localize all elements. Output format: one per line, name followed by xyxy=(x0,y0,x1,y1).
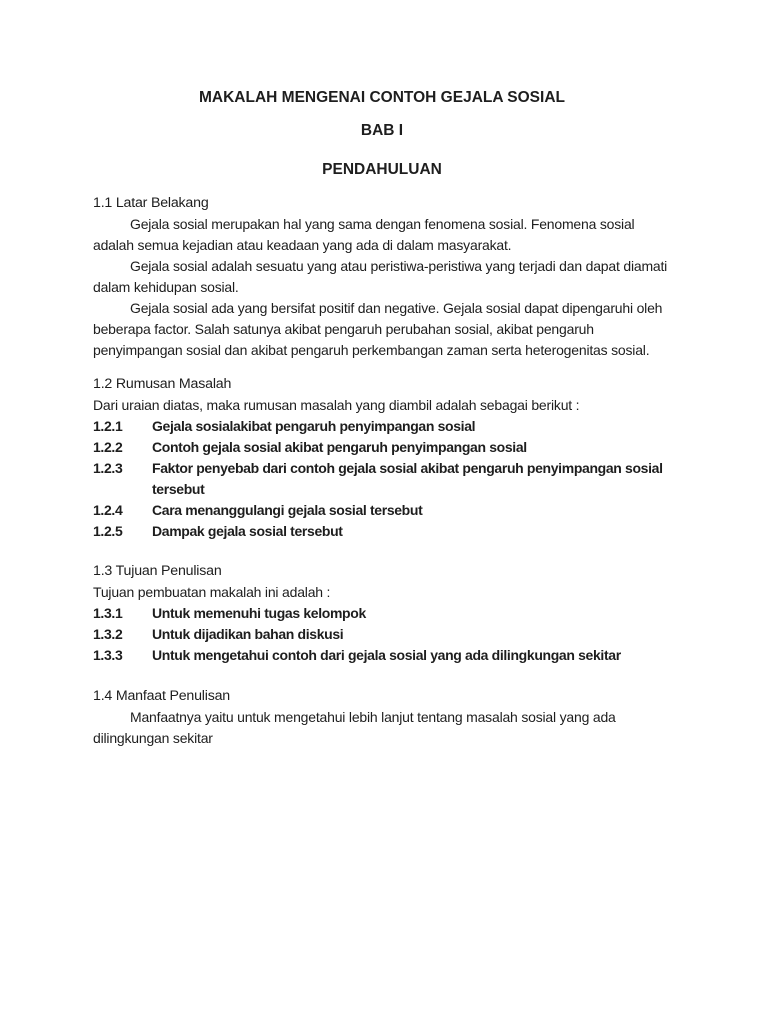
list-item xyxy=(93,521,671,542)
list-item xyxy=(93,645,671,666)
document-title: MAKALAH MENGENAI CONTOH GEJALA SOSIAL xyxy=(199,89,565,106)
chapter-subtitle: PENDAHULUAN xyxy=(322,161,442,178)
paragraph-latar-belakang-2: Gejala sosial adalah sesuatu yang atau peristiwa-peristiwa yang terjadi dan dapat diamati dalam kehidupan sosial. xyxy=(93,258,668,295)
section-heading-latar-belakang: 1.1 Latar Belakang xyxy=(93,195,209,211)
section-heading-tujuan-penulisan: 1.3 Tujuan Penulisan xyxy=(93,563,222,579)
list-item-text: Contoh gejala sosial akibat pengaruh penyimpangan sosial xyxy=(152,439,527,455)
list-item-text: Faktor penyebab dari contoh gejala sosial akibat pengaruh penyimpangan sosial tersebut xyxy=(152,460,663,497)
list-item-text: Dampak gejala sosial tersebut xyxy=(152,523,343,539)
tujuan-penulisan-list xyxy=(93,603,671,666)
list-item xyxy=(93,500,671,521)
list-item-text: Untuk dijadikan bahan diskusi xyxy=(152,626,344,642)
list-item xyxy=(93,437,671,458)
tujuan-penulisan-intro: Tujuan pembuatan makalah ini adalah : xyxy=(93,584,331,600)
list-item xyxy=(93,416,671,437)
list-item-number: 1.2.4 xyxy=(93,502,123,518)
paragraph-latar-belakang-1: Gejala sosial merupakan hal yang sama dengan fenomena sosial. Fenomena sosial adalah semua kejadian atau keadaan yang ada di dalam masyarakat. xyxy=(93,216,635,253)
list-item-number: 1.3.1 xyxy=(93,605,123,621)
list-item xyxy=(93,458,671,500)
section-heading-rumusan-masalah: 1.2 Rumusan Masalah xyxy=(93,376,232,392)
list-item-number: 1.2.2 xyxy=(93,439,123,455)
list-item-number: 1.2.5 xyxy=(93,523,123,539)
chapter-heading: BAB I xyxy=(360,122,404,139)
list-item-text: Untuk mengetahui contoh dari gejala sosial yang ada dilingkungan sekitar xyxy=(152,647,621,663)
list-item-number: 1.2.1 xyxy=(93,418,123,434)
paragraph-manfaat-penulisan: Manfaatnya yaitu untuk mengetahui lebih lanjut tentang masalah sosial yang ada dilingkungan sekitar xyxy=(93,709,616,746)
list-item-text: Cara menanggulangi gejala sosial tersebut xyxy=(152,502,423,518)
section-heading-manfaat-penulisan: 1.4 Manfaat Penulisan xyxy=(93,688,230,704)
rumusan-masalah-list xyxy=(93,416,671,542)
list-item xyxy=(93,624,671,645)
list-item-text: Gejala sosialakibat pengaruh penyimpangan sosial xyxy=(152,418,476,434)
list-item-text: Untuk memenuhi tugas kelompok xyxy=(152,605,366,621)
paragraph-latar-belakang-3: Gejala sosial ada yang bersifat positif dan negative. Gejala sosial dapat dipengaruhi oleh beberapa factor. Salah satunya akibat pengaruh perubahan sosial, akibat pengaruh penyimpangan sosial dan akibat pengaruh perkembangan zaman serta heterogenitas sosial. xyxy=(93,300,663,358)
list-item-number: 1.3.3 xyxy=(93,647,123,663)
list-item-number: 1.2.3 xyxy=(93,460,123,476)
list-item xyxy=(93,603,671,624)
rumusan-masalah-intro: Dari uraian diatas, maka rumusan masalah yang diambil adalah sebagai berikut : xyxy=(93,397,580,413)
list-item-number: 1.3.2 xyxy=(93,626,123,642)
